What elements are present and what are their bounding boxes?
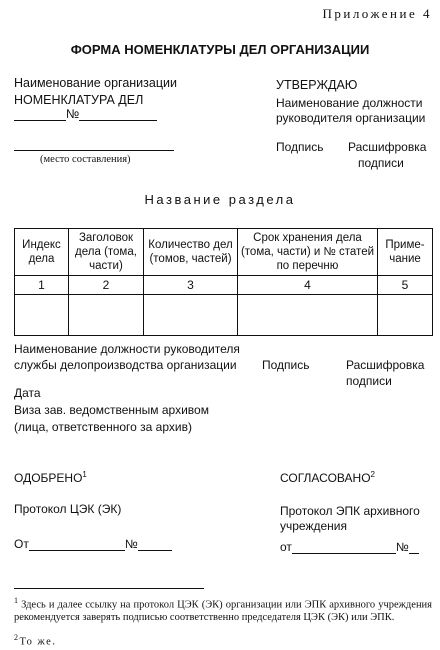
clerk-signature: Подпись: [262, 358, 310, 372]
header-note: Приме-чание: [378, 229, 433, 276]
number-sign: №: [395, 540, 409, 554]
number-blank: [79, 108, 157, 121]
clerk-position-line1: Наименование должности руководителя: [14, 342, 240, 356]
footnote-2: [14, 632, 56, 649]
section-title: Название раздела: [144, 192, 296, 207]
footnote-ref: 1: [82, 470, 87, 479]
footnote-separator: [14, 588, 204, 589]
header-index: Индекс дела: [15, 229, 69, 276]
table-cell: [238, 295, 378, 336]
visa-line1: Виза зав. ведомственным архивом: [14, 403, 209, 417]
clerk-position-line2: службы делопроизводства организации: [14, 358, 237, 372]
approved-title: ОДОБРЕНО$^1$: [14, 470, 87, 485]
number-sign: №: [124, 537, 138, 551]
table-cell: [15, 295, 69, 336]
table-number-row: [15, 276, 433, 295]
place-line: [14, 150, 174, 151]
visa-line2: (лица, ответственного за архив): [14, 420, 192, 434]
header-title: Заголовок дела (тома, части): [69, 229, 144, 276]
header-retention: Срок хранения дела (тома, части) и № статей по перечню: [238, 229, 378, 276]
header-count: Количество дел (томов, частей): [144, 229, 238, 276]
number-blank: [409, 541, 419, 554]
number-blank: [138, 538, 172, 551]
footnote-mark: 2: [14, 633, 20, 642]
nomenclature-number-line: [14, 107, 157, 121]
approved-protocol: Протокол ЦЭК (ЭК): [14, 502, 122, 516]
col-number: 3: [144, 276, 238, 295]
approve-signature: Подпись: [276, 140, 324, 154]
table-cell: [378, 295, 433, 336]
from-label: от: [280, 540, 292, 554]
col-number: 1: [15, 276, 69, 295]
agreed-title: СОГЛАСОВАНО$^2$: [280, 470, 375, 485]
from-label: От: [14, 537, 29, 551]
col-number: 4: [238, 276, 378, 295]
approved-from-line: [14, 537, 172, 551]
appendix-label: Приложение 4: [322, 6, 432, 21]
date-blank: [14, 108, 66, 121]
approve-title: УТВЕРЖДАЮ: [276, 78, 358, 92]
nomenclature-label: НОМЕНКЛАТУРА ДЕЛ: [14, 93, 144, 107]
col-number: 5: [378, 276, 433, 295]
number-sign: №: [66, 107, 80, 121]
footnote-1: [14, 595, 432, 624]
agreed-from-line: [280, 540, 419, 554]
footnote-mark: 1: [14, 596, 18, 605]
col-number: 2: [69, 276, 144, 295]
table-cell: [144, 295, 238, 336]
agreed-protocol-line2: учреждения: [280, 519, 347, 533]
approve-decoding-line2: подписи: [358, 156, 404, 170]
table-cell: [69, 295, 144, 336]
nomenclature-table: [14, 228, 433, 336]
place-caption: (место составления): [40, 154, 131, 165]
date-blank: [292, 541, 396, 554]
footnote-text: То же.: [19, 636, 57, 648]
date-blank: [29, 538, 125, 551]
clerk-decoding-line1: Расшифровка: [346, 358, 425, 372]
org-name-label: Наименование организации: [14, 76, 177, 90]
footnote-text: Здесь и далее ссылку на протокол ЦЭК (ЭК) организации или ЭПК архивного учреждения рекомендуется заверять подписью соответственно председателя ЦЭК (ЭК) или ЭПК.: [14, 599, 433, 623]
approve-position-line1: Наименование должности: [276, 96, 423, 110]
clerk-decoding-line2: подписи: [346, 374, 392, 388]
footnote-ref: 2: [370, 470, 375, 479]
table-empty-row: [15, 295, 433, 336]
date-label: Дата: [14, 386, 41, 400]
agreed-protocol-line1: Протокол ЭПК архивного: [280, 504, 420, 518]
approve-position-line2: руководителя организации: [276, 111, 426, 125]
form-title: ФОРМА НОМЕНКЛАТУРЫ ДЕЛ ОРГАНИЗАЦИИ: [70, 42, 370, 57]
table-header-row: [15, 229, 433, 276]
approve-decoding-line1: Расшифровка: [348, 140, 427, 154]
